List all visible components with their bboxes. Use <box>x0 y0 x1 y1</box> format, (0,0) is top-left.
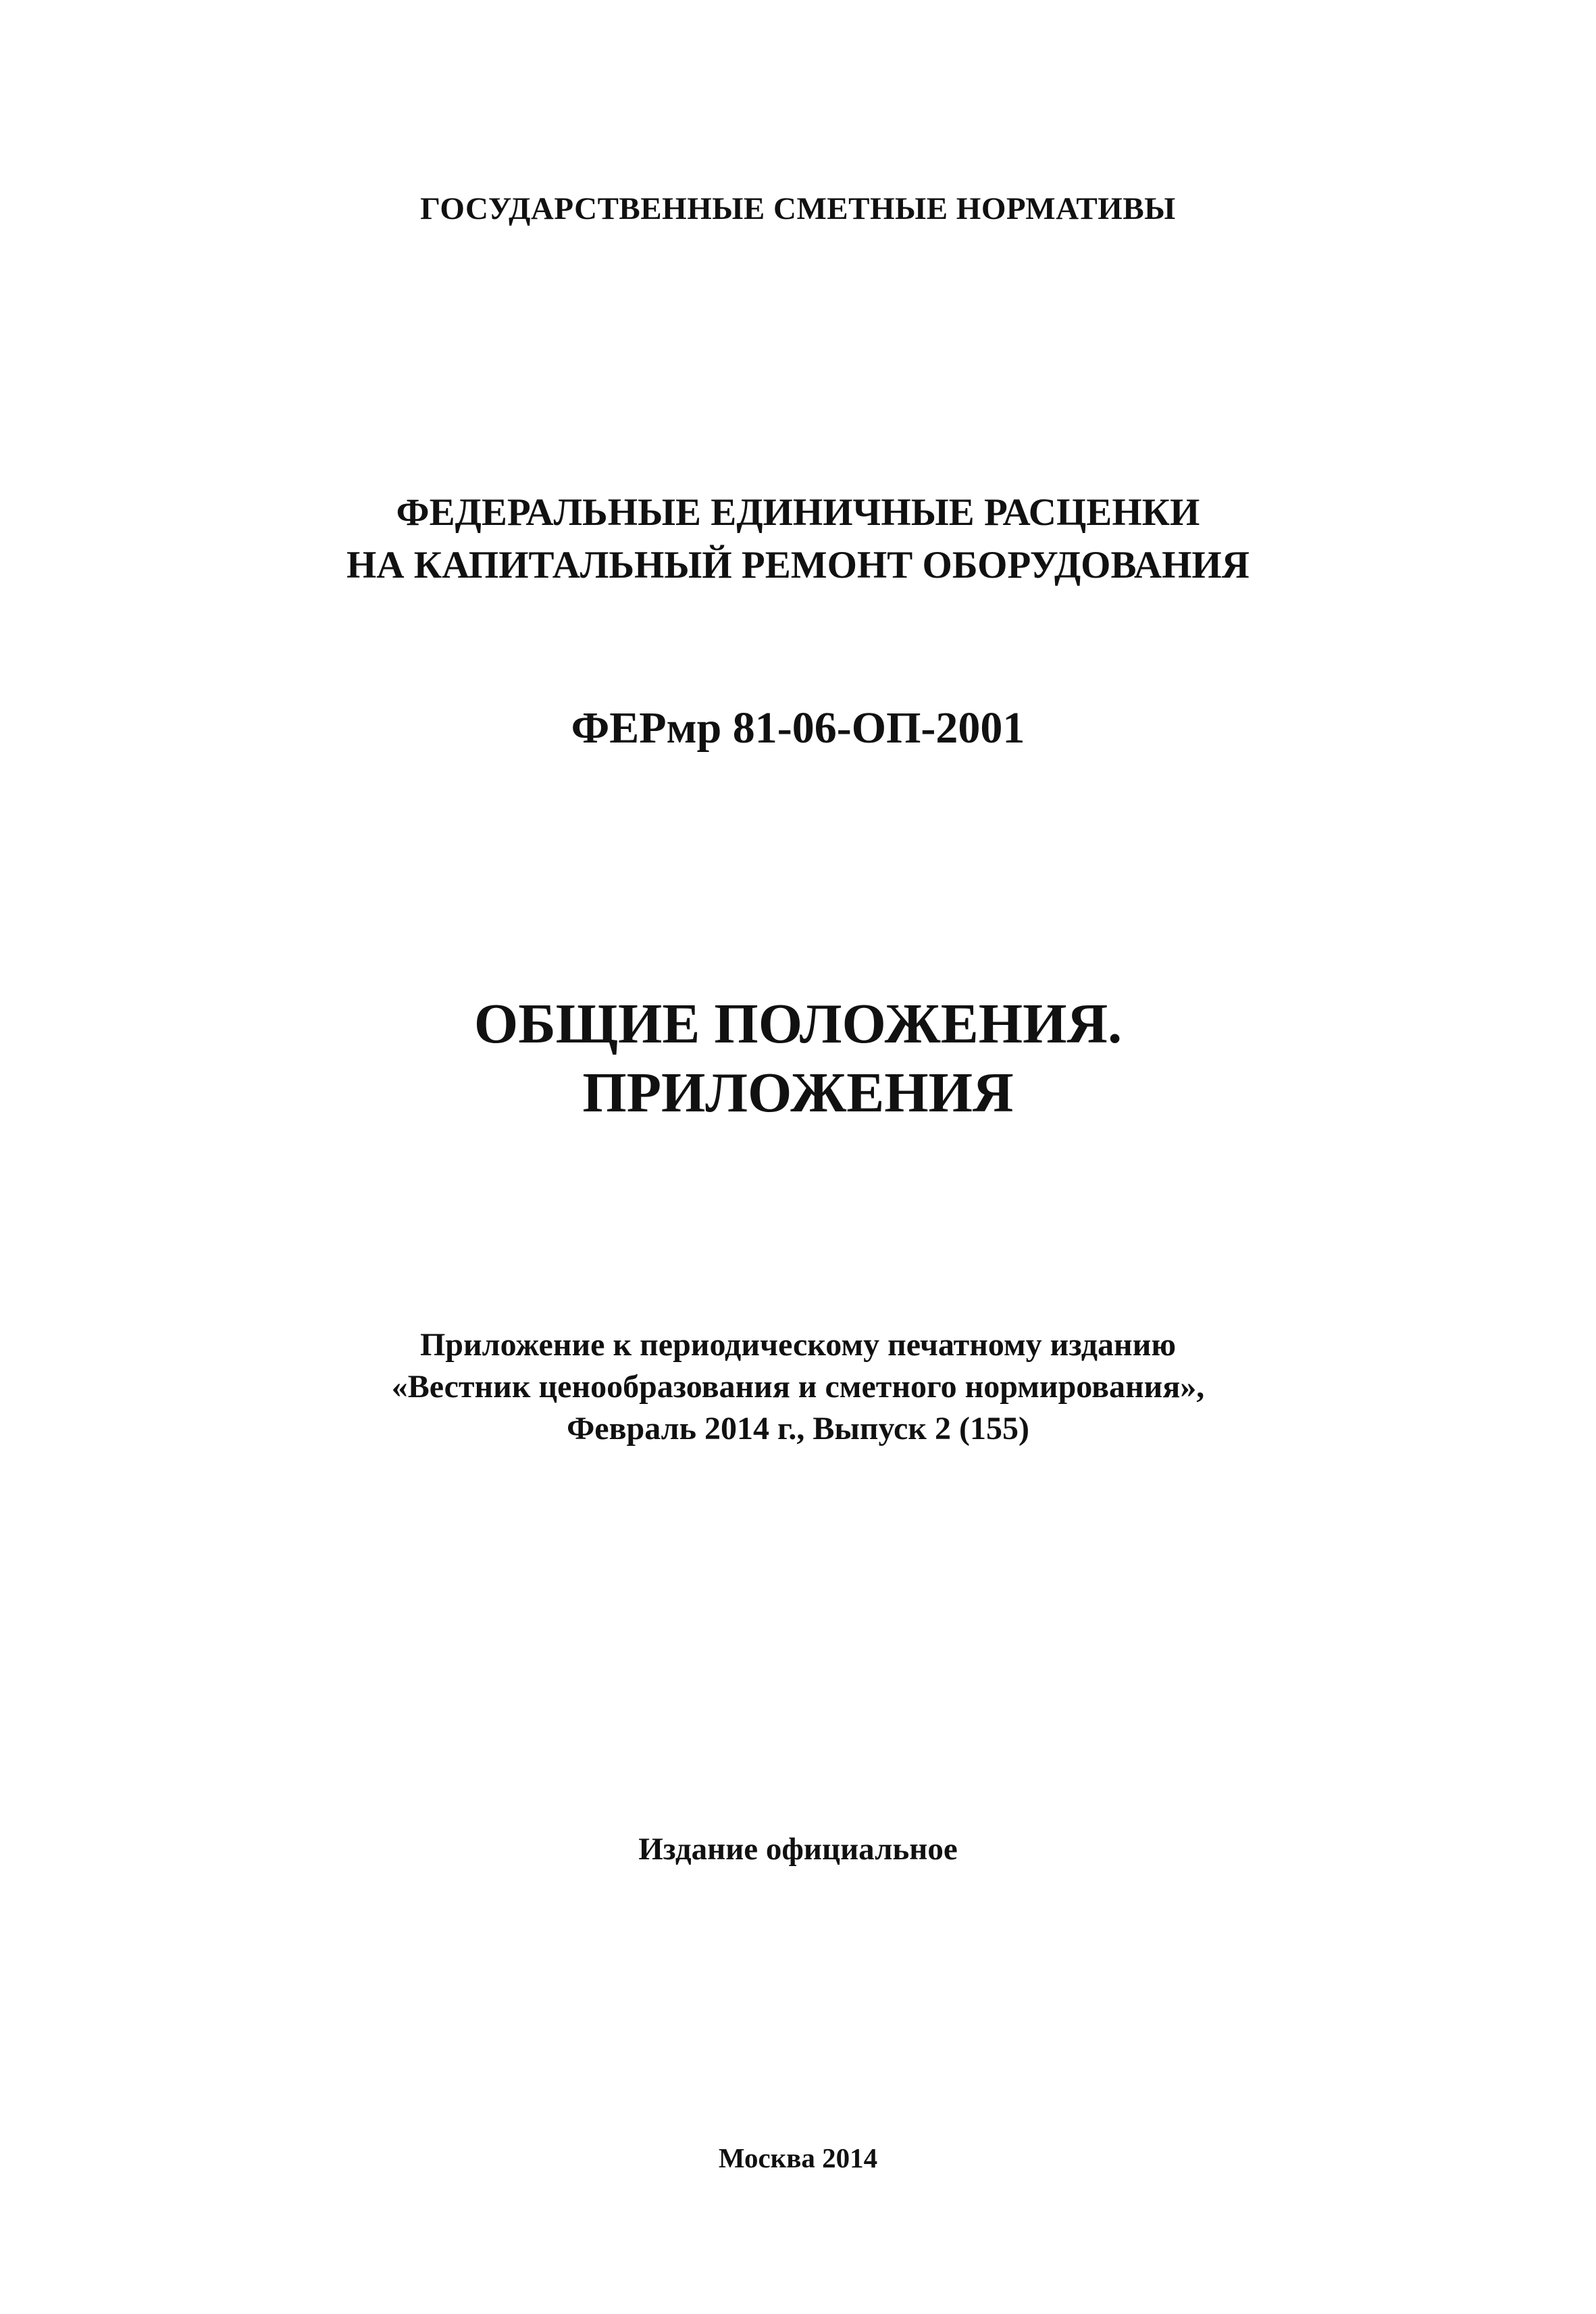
supplement-line-2: «Вестник ценообразования и сметного нормирования», <box>391 1369 1205 1405</box>
series-text: ГОСУДАРСТВЕННЫЕ СМЕТНЫЕ НОРМАТИВЫ <box>420 191 1176 226</box>
edition-label <box>0 1831 1596 1867</box>
main-title <box>0 486 1596 592</box>
document-code <box>0 703 1596 754</box>
supplement-note <box>0 1324 1596 1450</box>
imprint-text: Москва 2014 <box>718 2142 878 2173</box>
series-heading <box>0 191 1596 227</box>
edition-text: Издание официальное <box>638 1832 958 1867</box>
main-title-line-2: НА КАПИТАЛЬНЫЙ РЕМОНТ ОБОРУДОВАНИЯ <box>346 544 1250 586</box>
supplement-line-3: Февраль 2014 г., Выпуск 2 (155) <box>567 1411 1029 1447</box>
document-code-text: ФЕРмр 81-06-ОП-2001 <box>571 703 1025 753</box>
imprint <box>0 2142 1596 2174</box>
document-title <box>0 990 1596 1128</box>
document-title-line-1: ОБЩИЕ ПОЛОЖЕНИЯ. <box>473 992 1123 1055</box>
main-title-line-1: ФЕДЕРАЛЬНЫЕ ЕДИНИЧНЫЕ РАСЦЕНКИ <box>396 491 1200 534</box>
document-title-line-2: ПРИЛОЖЕНИЯ <box>582 1061 1014 1124</box>
supplement-line-1: Приложение к периодическому печатному изданию <box>419 1327 1177 1363</box>
